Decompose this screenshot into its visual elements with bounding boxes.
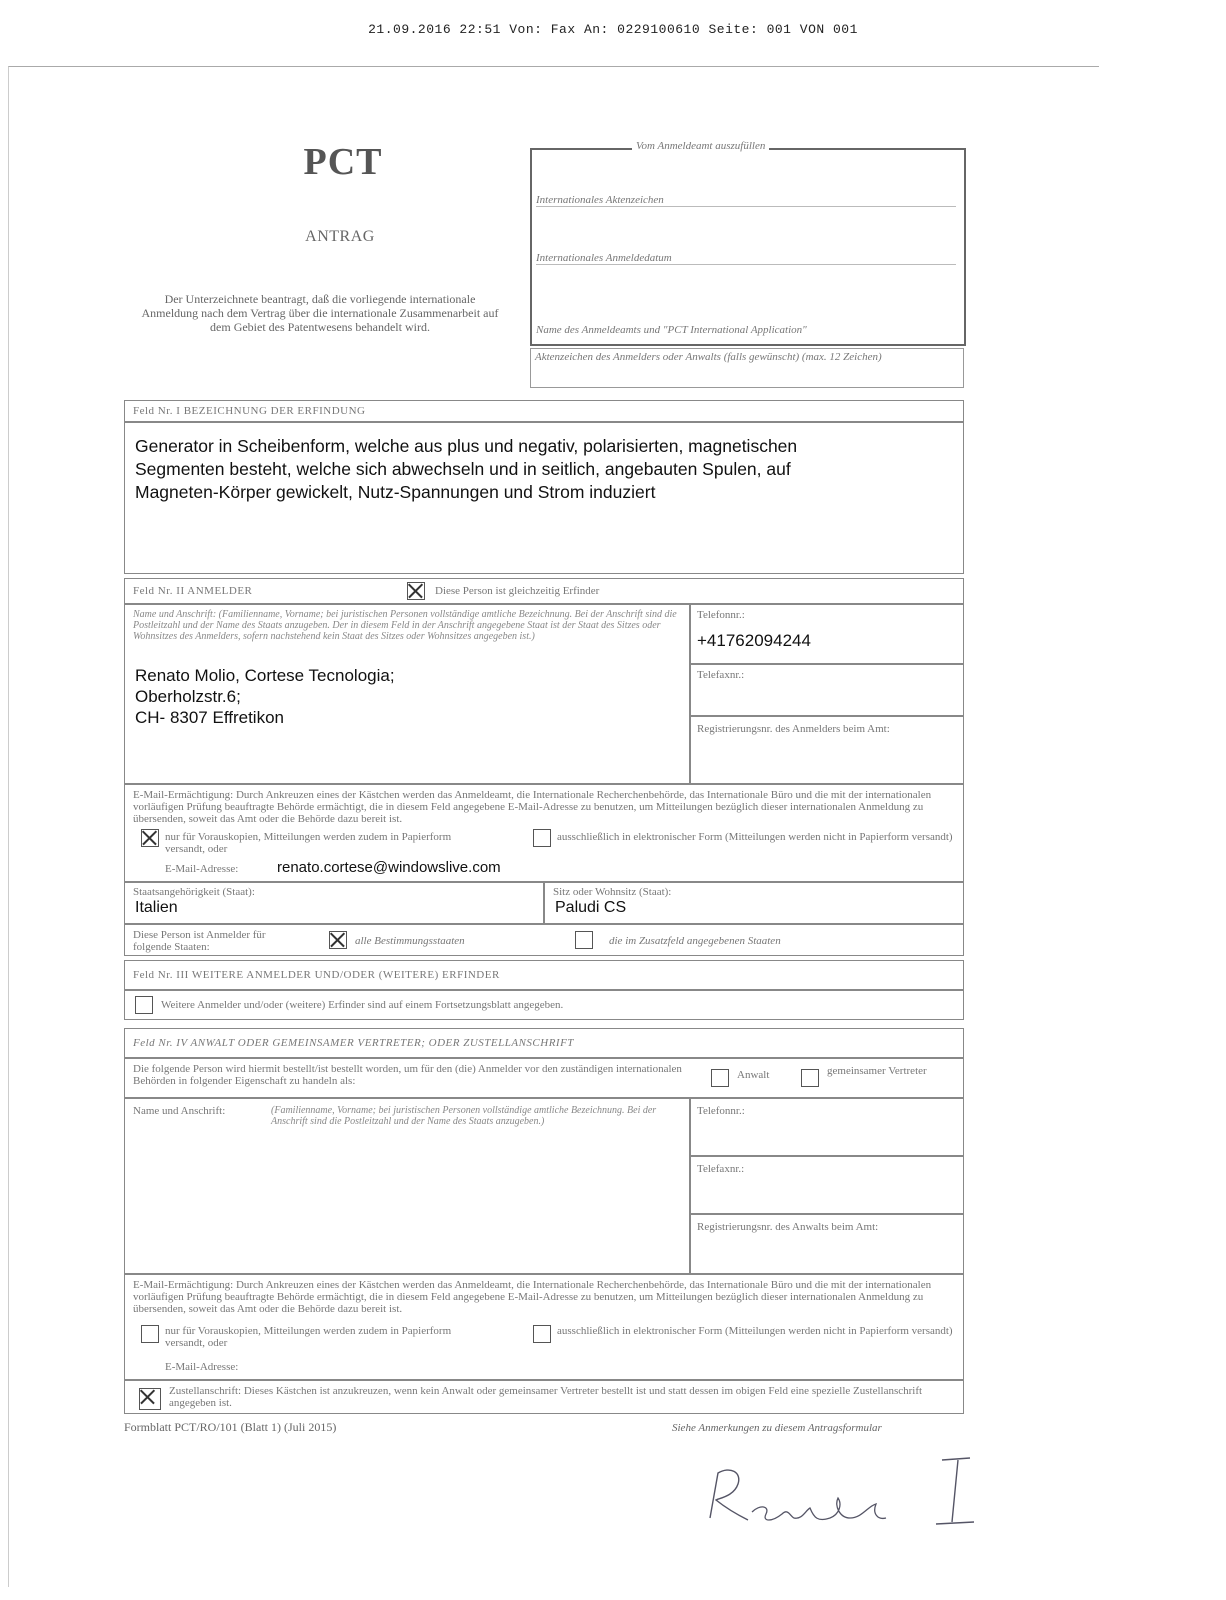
anwalt-checkbox[interactable] xyxy=(711,1069,729,1087)
agent-email-opt2-checkbox[interactable] xyxy=(533,1325,551,1343)
vertreter-label: gemeinsamer Vertreter xyxy=(827,1065,927,1077)
applicant-name-box xyxy=(124,604,690,784)
applicant-name-label: Name und Anschrift: (Familienname, Vorname; bei juristischen Personen vollständige amtliche Bezeichnung. Bei der Anschrift sind die Postleitzahl und der Name des Staats anzugeben. Der in diesem Feld in der Anschrift angegebene Staat ist der Staat des Sitzes oder Wohnsitzes des Anmelders, sofern nachstehend kein Staat des Sitzes oder Wohnsitzes angegeben ist.) xyxy=(133,609,677,642)
nationality-value: Italien xyxy=(135,899,178,916)
listed-states-checkbox[interactable] xyxy=(575,931,593,949)
applicant-address-line: Oberholzstr.6; xyxy=(135,687,241,706)
invention-title-box xyxy=(124,422,964,574)
invention-title-line: Segmenten besteht, welche sich abwechseln und in seitlich, angebauten Spulen, auf xyxy=(135,459,791,479)
form-footer-right: Siehe Anmerkungen zu diesem Antragsformular xyxy=(672,1422,882,1434)
states-label: Diese Person ist Anmelder für folgende Staaten: xyxy=(133,929,266,953)
intro-text: Der Unterzeichnete beantragt, daß die vorliegende internationale Anmeldung nach dem Vertrag über die internationale Zusammenarbeit auf dem Gebiet des Patentwesens behandelt wird. xyxy=(141,292,499,334)
applicant-email-opt2-label: ausschließlich in elektronischer Form (Mitteilungen werden nicht in Papierform versandt) xyxy=(557,831,953,843)
agent-phone-box xyxy=(690,1098,964,1156)
vertreter-checkbox[interactable] xyxy=(801,1069,819,1087)
applicant-address-line: Renato Molio, Cortese Tecnologia; xyxy=(135,666,395,685)
invention-title-line: Magneten-Körper gewickelt, Nutz-Spannungen und Strom induziert xyxy=(135,482,656,502)
feld4-role-row xyxy=(124,1058,964,1098)
feld3-row xyxy=(124,990,964,1020)
agent-reg-box xyxy=(690,1214,964,1274)
receiving-office-name: Name des Anmeldeamts und "PCT International Application" xyxy=(536,324,807,336)
feld2-header-row xyxy=(124,578,964,604)
applicant-email-label: E-Mail-Adresse: xyxy=(165,863,239,875)
listed-states-label: die im Zusatzfeld angegebenen Staaten xyxy=(609,935,781,947)
feld4-intro: Die folgende Person wird hiermit bestellt/ist bestellt worden, um für den (die) Anmelder vor den zuständigen internationalen Behörden in folgender Eigenschaft zu handeln als: xyxy=(133,1063,682,1087)
feld3-header-row xyxy=(124,960,964,990)
agent-name-hint: (Familienname, Vorname; bei juristischen Personen vollständige amtliche Bezeichnung. Bei der Anschrift sind die Postleitzahl und der Name des Staats anzugeben.) xyxy=(271,1105,657,1127)
applicant-email-opt1-checkbox[interactable] xyxy=(141,829,159,847)
feld3-header: Feld Nr. III WEITERE ANMELDER UND/ODER (WEITERE) ERFINDER xyxy=(133,969,500,981)
more-applicants-checkbox[interactable] xyxy=(135,996,153,1014)
signature xyxy=(690,1448,1010,1548)
applicant-fax-box xyxy=(690,664,964,716)
form-title: PCT xyxy=(303,141,383,183)
applicant-email-opt2-checkbox[interactable] xyxy=(533,829,551,847)
anwalt-label: Anwalt xyxy=(737,1069,770,1081)
form-subtitle: ANTRAG xyxy=(305,228,375,245)
zustell-row xyxy=(124,1380,964,1414)
agent-name-box xyxy=(124,1098,690,1274)
office-box xyxy=(530,140,966,346)
feld1-header-row xyxy=(124,400,964,422)
residence-label: Sitz oder Wohnsitz (Staat): xyxy=(553,886,672,898)
form-footer-left: Formblatt PCT/RO/101 (Blatt 1) (Juli 2015) xyxy=(124,1420,337,1434)
feld4-header: Feld Nr. IV ANWALT ODER GEMEINSAMER VERTRETER; ODER ZUSTELLANSCHRIFT xyxy=(133,1037,574,1049)
international-filing-date: Internationales Anmeldedatum xyxy=(536,252,956,265)
agent-email-opt1-label: nur für Vorauskopien, Mitteilungen werden zudem in Papierform versandt, oder xyxy=(165,1325,452,1349)
applicant-email-box xyxy=(124,784,964,882)
more-applicants-label: Weitere Anmelder und/oder (weitere) Erfinder sind auf einem Fortsetzungsblatt angegeben. xyxy=(161,999,564,1011)
agent-phone-label: Telefonnr.: xyxy=(697,1105,745,1117)
agent-email-label: E-Mail-Adresse: xyxy=(165,1361,239,1373)
applicant-address-line: CH- 8307 Effretikon xyxy=(135,708,284,727)
agent-email-box xyxy=(124,1274,964,1380)
applicant-reg-box xyxy=(690,716,964,784)
zustell-label: Zustellanschrift: Dieses Kästchen ist anzukreuzen, wenn kein Anwalt oder gemeinsamer Vertreter bestellt ist und statt dessen im obigen Feld eine spezielle Zustellanschrift angegeben ist. xyxy=(169,1385,923,1409)
agent-reg-label: Registrierungsnr. des Anwalts beim Amt: xyxy=(697,1221,879,1233)
agent-email-auth: E-Mail-Ermächtigung: Durch Ankreuzen eines der Kästchen werden das Anmeldeamt, die Internationale Recherchenbehörde, das Internationale Büro und die mit der internationalen vorläufigen Prüfung beauftragte Behörde ermächtigt, die in diesem Feld angegebene E-Mail-Adresse zu benutzen, um Mitteilungen bezüglich dieser internationalen Anmeldung zu übersenden, soweit das Amt oder die Behörde dazu bereit ist. xyxy=(133,1279,932,1315)
states-box xyxy=(124,924,964,956)
all-states-label: alle Bestimmungsstaaten xyxy=(355,935,465,947)
inventor-label: Diese Person ist gleichzeitig Erfinder xyxy=(435,585,600,597)
office-box-title: Vom Anmeldeamt auszufüllen xyxy=(632,140,769,152)
applicant-email-value: renato.cortese@windowslive.com xyxy=(277,859,501,876)
agent-email-opt2-label: ausschließlich in elektronischer Form (Mitteilungen werden nicht in Papierform versandt) xyxy=(557,1325,953,1337)
fax-header: 21.09.2016 22:51 Von: Fax An: 0229100610 Seite: 001 VON 001 xyxy=(368,22,858,37)
applicant-reference: Aktenzeichen des Anmelders oder Anwalts (falls gewünscht) (max. 12 Zeichen) xyxy=(530,348,964,388)
agent-email-opt1-checkbox[interactable] xyxy=(141,1325,159,1343)
applicant-email-auth: E-Mail-Ermächtigung: Durch Ankreuzen eines der Kästchen werden das Anmeldeamt, die Internationale Recherchenbehörde, das Internationale Büro und die mit der internationalen vorläufigen Prüfung beauftragte Behörde ermächtigt, die in diesem Feld angegebene E-Mail-Adresse zu benutzen, um Mitteilungen bezüglich dieser internationalen Anmeldung zu übersenden, soweit das Amt oder die Behörde dazu bereit ist. xyxy=(133,789,932,825)
agent-fax-label: Telefaxnr.: xyxy=(697,1163,745,1175)
all-states-checkbox[interactable] xyxy=(329,931,347,949)
applicant-phone-label: Telefonnr.: xyxy=(697,609,745,621)
feld4-header-row xyxy=(124,1028,964,1058)
feld1-header: Feld Nr. I BEZEICHNUNG DER ERFINDUNG xyxy=(133,405,366,417)
applicant-phone-box xyxy=(690,604,964,664)
international-file-number: Internationales Aktenzeichen xyxy=(536,194,956,207)
signature-drawing xyxy=(690,1448,1010,1548)
feld2-header: Feld Nr. II ANMELDER xyxy=(133,585,253,597)
residence-value: Paludi CS xyxy=(555,899,627,916)
applicant-email-opt1-label: nur für Vorauskopien, Mitteilungen werden zudem in Papierform versandt, oder xyxy=(165,831,452,855)
nationality-box xyxy=(124,882,544,924)
agent-fax-box xyxy=(690,1156,964,1214)
nationality-label: Staatsangehörigkeit (Staat): xyxy=(133,886,255,898)
inventor-checkbox[interactable] xyxy=(407,582,425,600)
zustell-checkbox[interactable] xyxy=(139,1388,161,1410)
invention-title-line: Generator in Scheibenform, welche aus plus und negativ, polarisierten, magnetischen xyxy=(135,436,798,456)
applicant-phone-value: +41762094244 xyxy=(697,631,811,650)
agent-name-label: Name und Anschrift: xyxy=(133,1105,226,1117)
residence-box xyxy=(544,882,964,924)
applicant-reg-label: Registrierungsnr. des Anmelders beim Amt: xyxy=(697,723,890,735)
applicant-fax-label: Telefaxnr.: xyxy=(697,669,745,681)
